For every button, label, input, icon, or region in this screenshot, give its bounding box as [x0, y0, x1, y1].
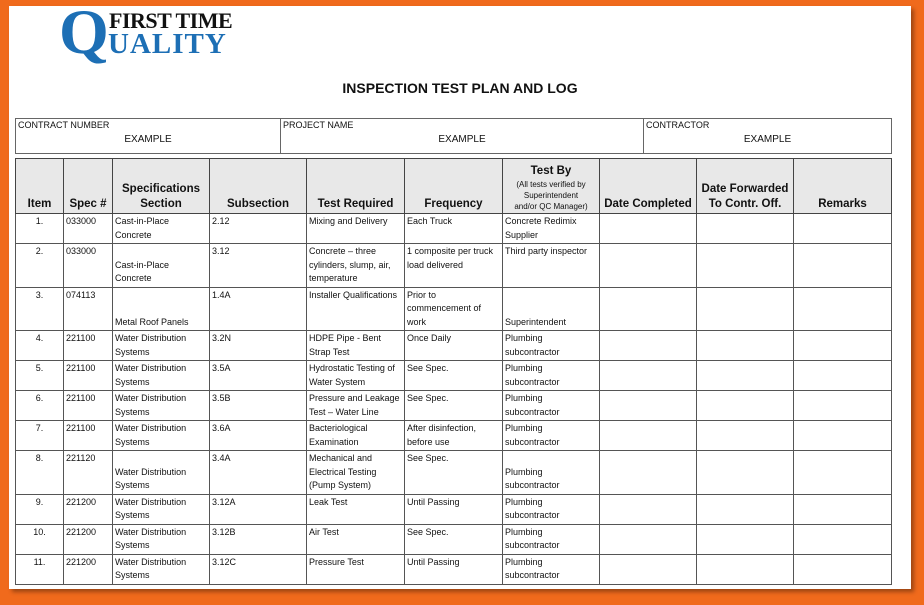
header-section-line1: Specifications	[122, 183, 200, 195]
cell-test: Mechanical and Electrical Testing (Pump System)	[307, 451, 405, 495]
contract-number-label: CONTRACT NUMBER	[18, 120, 110, 130]
cell-section: Water Distribution Systems	[113, 554, 210, 584]
cell-date-completed	[600, 524, 697, 554]
cell-date-forwarded	[697, 244, 794, 288]
table-row	[16, 287, 892, 331]
cell-subsection: 3.5B	[210, 391, 307, 421]
contractor-value: EXAMPLE	[743, 134, 792, 145]
cell-subsection: 3.12B	[210, 524, 307, 554]
cell-date-completed	[600, 244, 697, 288]
cell-date-completed	[600, 331, 697, 361]
cell-remarks	[794, 361, 892, 391]
header-remarks: Remarks	[794, 159, 892, 214]
cell-date-completed	[600, 287, 697, 331]
cell-item: 4.	[16, 331, 64, 361]
cell-subsection: 3.2N	[210, 331, 307, 361]
table-row	[16, 244, 892, 288]
cell-test-by: Superintendent	[503, 287, 600, 331]
cell-date-forwarded	[697, 494, 794, 524]
logo-letter-q: Q	[59, 0, 109, 67]
cell-subsection: 3.4A	[210, 451, 307, 495]
header-date-completed: Date Completed	[600, 159, 697, 214]
cell-test: Concrete – three cylinders, slump, air, temperature	[307, 244, 405, 288]
table-row	[16, 421, 892, 451]
cell-test: Mixing and Delivery	[307, 214, 405, 244]
table-header-row	[16, 159, 892, 214]
cell-item: 3.	[16, 287, 64, 331]
table-row	[16, 361, 892, 391]
header-test-by	[503, 159, 600, 214]
cell-item: 5.	[16, 361, 64, 391]
document-page	[9, 0, 911, 589]
cell-test: Leak Test	[307, 494, 405, 524]
cell-date-completed	[600, 451, 697, 495]
cell-item: 7.	[16, 421, 64, 451]
cell-test-by: Plumbing subcontractor	[503, 451, 600, 495]
header-test-by-note-3: and/or QC Manager)	[514, 202, 588, 211]
header-item: Item	[16, 159, 64, 214]
cell-section: Cast-in-Place Concrete	[113, 214, 210, 244]
cell-test-by: Third party inspector	[503, 244, 600, 288]
cell-item: 8.	[16, 451, 64, 495]
cell-test: Air Test	[307, 524, 405, 554]
cell-date-forwarded	[697, 451, 794, 495]
contractor-label: CONTRACTOR	[646, 120, 710, 130]
table-row	[16, 214, 892, 244]
cell-section: Water Distribution Systems	[113, 494, 210, 524]
cell-frequency: 1 composite per truck load delivered	[405, 244, 503, 288]
header-date-forwarded	[697, 159, 794, 214]
header-frequency: Frequency	[405, 159, 503, 214]
cell-remarks	[794, 331, 892, 361]
cell-section: Water Distribution Systems	[113, 331, 210, 361]
cell-subsection: 3.12A	[210, 494, 307, 524]
cell-date-forwarded	[697, 287, 794, 331]
cell-date-completed	[600, 214, 697, 244]
header-test-by-title: Test By	[530, 165, 572, 177]
table-row	[16, 494, 892, 524]
cell-date-completed	[600, 391, 697, 421]
cell-frequency: Prior to commencement of work	[405, 287, 503, 331]
cell-subsection: 3.6A	[210, 421, 307, 451]
cell-date-completed	[600, 554, 697, 584]
cell-section: Water Distribution Systems	[113, 361, 210, 391]
cell-frequency: See Spec.	[405, 524, 503, 554]
cell-date-forwarded	[697, 524, 794, 554]
cell-item: 10.	[16, 524, 64, 554]
project-name-value: EXAMPLE	[438, 134, 486, 145]
cell-test: Installer Qualifications	[307, 287, 405, 331]
cell-remarks	[794, 244, 892, 288]
cell-subsection: 3.12	[210, 244, 307, 288]
cell-date-forwarded	[697, 421, 794, 451]
cell-frequency: See Spec.	[405, 451, 503, 495]
cell-remarks	[794, 287, 892, 331]
cell-item: 9.	[16, 494, 64, 524]
cell-test: Pressure Test	[307, 554, 405, 584]
cell-section: Water Distribution Systems	[113, 391, 210, 421]
cell-section: Water Distribution Systems	[113, 524, 210, 554]
cell-frequency: See Spec.	[405, 361, 503, 391]
cell-remarks	[794, 214, 892, 244]
cell-item: 1.	[16, 214, 64, 244]
header-date-forwarded-line1: Date Forwarded	[701, 183, 789, 195]
cell-subsection: 1.4A	[210, 287, 307, 331]
cell-spec: 033000	[64, 244, 113, 288]
cell-test: HDPE Pipe - Bent Strap Test	[307, 331, 405, 361]
cell-test: Pressure and Leakage Test – Water Line	[307, 391, 405, 421]
cell-remarks	[794, 391, 892, 421]
cell-section: Cast-in-Place Concrete	[113, 244, 210, 288]
cell-subsection: 2.12	[210, 214, 307, 244]
cell-frequency: Each Truck	[405, 214, 503, 244]
cell-item: 6.	[16, 391, 64, 421]
cell-date-forwarded	[697, 331, 794, 361]
table-row	[16, 391, 892, 421]
contract-number-cell	[16, 119, 281, 154]
header-test-by-note-2: Superintendent	[523, 191, 579, 200]
cell-test-by: Concrete Redimix Supplier	[503, 214, 600, 244]
logo-uality: UALITY	[108, 28, 227, 60]
cell-test: Hydrostatic Testing of Water System	[307, 361, 405, 391]
cell-test-by: Plumbing subcontractor	[503, 391, 600, 421]
cell-frequency: After disinfection, before use	[405, 421, 503, 451]
project-name-cell	[281, 119, 644, 154]
cell-spec: 221100	[64, 391, 113, 421]
contractor-cell	[644, 119, 892, 154]
table-row	[16, 524, 892, 554]
cell-test-by: Plumbing subcontractor	[503, 421, 600, 451]
logo-first-time: FIRST TIME	[109, 8, 233, 33]
cell-subsection: 3.12C	[210, 554, 307, 584]
cell-test-by: Plumbing subcontractor	[503, 554, 600, 584]
project-name-label: PROJECT NAME	[283, 120, 354, 130]
cell-spec: 221200	[64, 494, 113, 524]
header-spec: Spec #	[64, 159, 113, 214]
cell-spec: 221200	[64, 554, 113, 584]
cell-spec: 033000	[64, 214, 113, 244]
cell-item: 11.	[16, 554, 64, 584]
cell-frequency: Until Passing	[405, 494, 503, 524]
document-title: INSPECTION TEST PLAN AND LOG	[342, 80, 578, 96]
table-row	[16, 331, 892, 361]
cell-test-by: Plumbing subcontractor	[503, 524, 600, 554]
table-row	[16, 554, 892, 584]
cell-remarks	[794, 421, 892, 451]
cell-frequency: Once Daily	[405, 331, 503, 361]
cell-item: 2.	[16, 244, 64, 288]
cell-date-completed	[600, 494, 697, 524]
cell-spec: 221100	[64, 331, 113, 361]
cell-test-by: Plumbing subcontractor	[503, 494, 600, 524]
contract-number-value: EXAMPLE	[124, 134, 172, 145]
cell-date-forwarded	[697, 391, 794, 421]
cell-spec: 221200	[64, 524, 113, 554]
cell-section: Metal Roof Panels	[113, 287, 210, 331]
cell-spec: 221100	[64, 361, 113, 391]
cell-frequency: See Spec.	[405, 391, 503, 421]
cell-section: Water Distribution Systems	[113, 451, 210, 495]
cell-spec: 074113	[64, 287, 113, 331]
header-date-forwarded-line2: To Contr. Off.	[708, 198, 782, 210]
header-test-required: Test Required	[307, 159, 405, 214]
cell-test-by: Plumbing subcontractor	[503, 361, 600, 391]
company-logo	[59, 0, 239, 70]
cell-test: Bacteriological Examination	[307, 421, 405, 451]
table-row	[16, 451, 892, 495]
cell-section: Water Distribution Systems	[113, 421, 210, 451]
cell-remarks	[794, 524, 892, 554]
header-section	[113, 159, 210, 214]
cell-remarks	[794, 451, 892, 495]
cell-date-forwarded	[697, 214, 794, 244]
header-section-line2: Section	[140, 198, 182, 210]
header-subsection: Subsection	[210, 159, 307, 214]
cell-spec: 221120	[64, 451, 113, 495]
cell-spec: 221100	[64, 421, 113, 451]
cell-date-completed	[600, 361, 697, 391]
cell-date-completed	[600, 421, 697, 451]
header-test-by-note-1: (All tests verified by	[516, 180, 586, 189]
cell-remarks	[794, 494, 892, 524]
inspection-log-table	[15, 158, 892, 585]
cell-frequency: Until Passing	[405, 554, 503, 584]
cell-remarks	[794, 554, 892, 584]
cell-subsection: 3.5A	[210, 361, 307, 391]
cell-date-forwarded	[697, 554, 794, 584]
cell-test-by: Plumbing subcontractor	[503, 331, 600, 361]
cell-date-forwarded	[697, 361, 794, 391]
project-info-table	[15, 118, 892, 154]
